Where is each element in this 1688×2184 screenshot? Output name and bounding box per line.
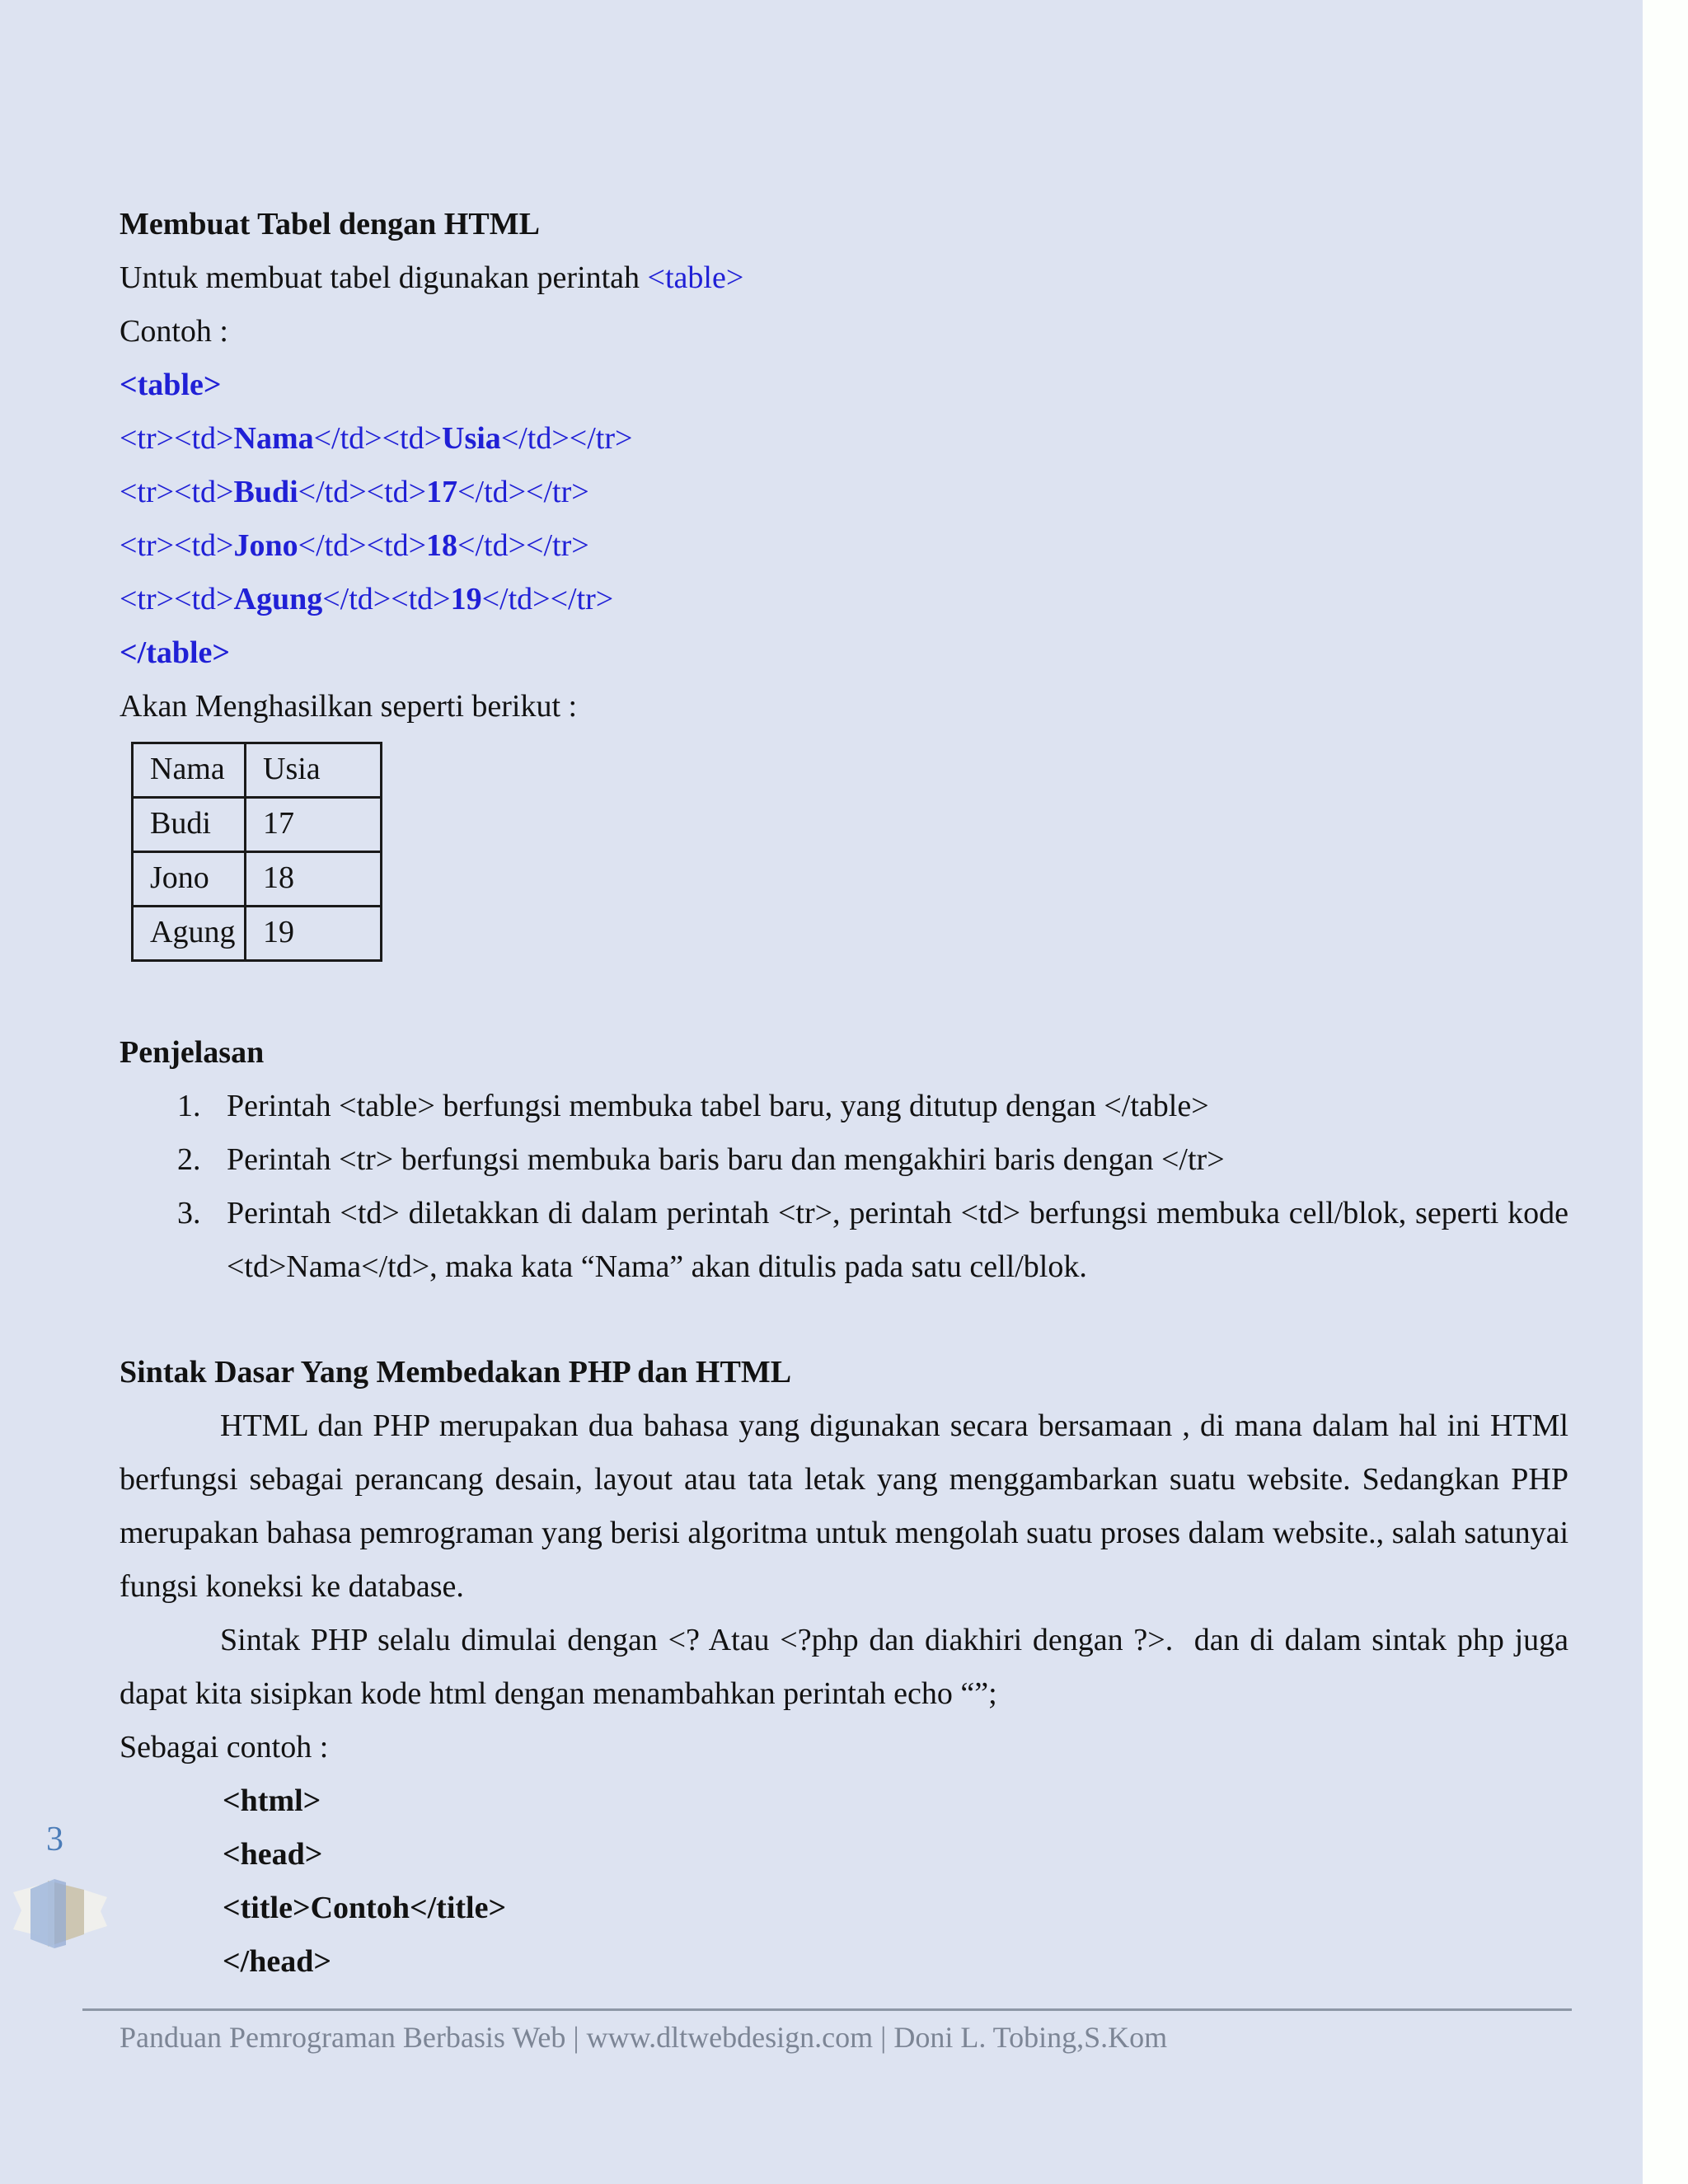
logo-watermark-icon [5, 1869, 109, 1957]
table-cell: 18 [246, 852, 382, 907]
code-line-row-agung: <tr><td>Agung</td><td>19</td></tr> [120, 582, 614, 616]
example-code-head-close: </head> [223, 1944, 331, 1979]
list-item [120, 1133, 1568, 1187]
contoh-label: Contoh : [120, 314, 228, 349]
example-code-title: <title>Contoh</title> [223, 1891, 507, 1925]
table-header-cell: Usia [246, 743, 382, 798]
result-intro: Akan Menghasilkan seperti berikut : [120, 689, 578, 724]
list-item-number: 3. [177, 1196, 201, 1230]
paragraph-html-php: HTML dan PHP merupakan dua bahasa yang digunakan secara bersamaan , di mana dalam hal ini HTMl berfungsi sebagai perancang desain, layout atau tata letak yang menggambarkan suatu website. Sedangkan PHP merupakan bahasa pemrograman yang berisi algoritma untuk mengolah suatu proses dalam website., salah satunyai fungsi koneksi ke database. [120, 1408, 1577, 1604]
example-code-head-open: <head> [223, 1837, 323, 1872]
page-content [120, 198, 1577, 1989]
table-cell: Agung [133, 907, 246, 961]
list-item-text: Perintah <table> berfungsi membuka tabel baru, yang ditutup dengan </table> [227, 1089, 1209, 1123]
table-cell: 19 [246, 907, 382, 961]
table-row [133, 743, 382, 798]
code-line-row-jono: <tr><td>Jono</td><td>18</td></tr> [120, 528, 589, 563]
list-item-number: 2. [177, 1142, 201, 1177]
list-item-text: Perintah <tr> berfungsi membuka baris baru dan mengakhiri baris dengan </tr> [227, 1142, 1225, 1177]
sebagai-contoh-label: Sebagai contoh : [120, 1730, 329, 1765]
page-number: 3 [46, 1821, 63, 1858]
table-row [133, 852, 382, 907]
table-cell: Jono [133, 852, 246, 907]
code-line-table-close: </table> [120, 635, 231, 670]
code-line-table-open: <table> [120, 368, 222, 402]
table-row [133, 798, 382, 852]
table-cell: 17 [246, 798, 382, 852]
code-line-row-budi: <tr><td>Budi</td><td>17</td></tr> [120, 475, 589, 509]
list-item [120, 1187, 1568, 1294]
example-code-html-open: <html> [223, 1783, 321, 1818]
paragraph-sintak-php: Sintak PHP selalu dimulai dengan <? Atau <?php dan diakhiri dengan ?>. dan di dalam sintak php juga dapat kita sisipkan kode html dengan menambahkan perintah echo “”; [120, 1623, 1577, 1711]
section-heading-sintak-dasar: Sintak Dasar Yang Membedakan PHP dan HTML [120, 1355, 792, 1390]
code-line-row-header: <tr><td>Nama</td><td>Usia</td></tr> [120, 421, 633, 456]
section-heading-membuat-tabel: Membuat Tabel dengan HTML [120, 207, 540, 241]
table-header-cell: Nama [133, 743, 246, 798]
page-right-margin [1643, 0, 1688, 2184]
table-row [133, 907, 382, 961]
table-cell: Budi [133, 798, 246, 852]
result-table [131, 742, 382, 962]
list-item-text: Perintah <td> diletakkan di dalam perintah <tr>, perintah <td> berfungsi membuka cell/blok, seperti kode <td>Nama</td>, maka kata “Nama” akan ditulis pada satu cell/blok. [227, 1196, 1568, 1284]
intro-line: Untuk membuat tabel digunakan perintah <table> [120, 260, 744, 295]
footer-text: Panduan Pemrograman Berbasis Web | www.dltwebdesign.com | Doni L. Tobing,S.Kom [120, 2021, 1168, 2054]
footer-divider [82, 2008, 1572, 2011]
penjelasan-heading: Penjelasan [120, 1035, 265, 1070]
list-item [120, 1080, 1568, 1133]
list-item-number: 1. [177, 1089, 201, 1123]
